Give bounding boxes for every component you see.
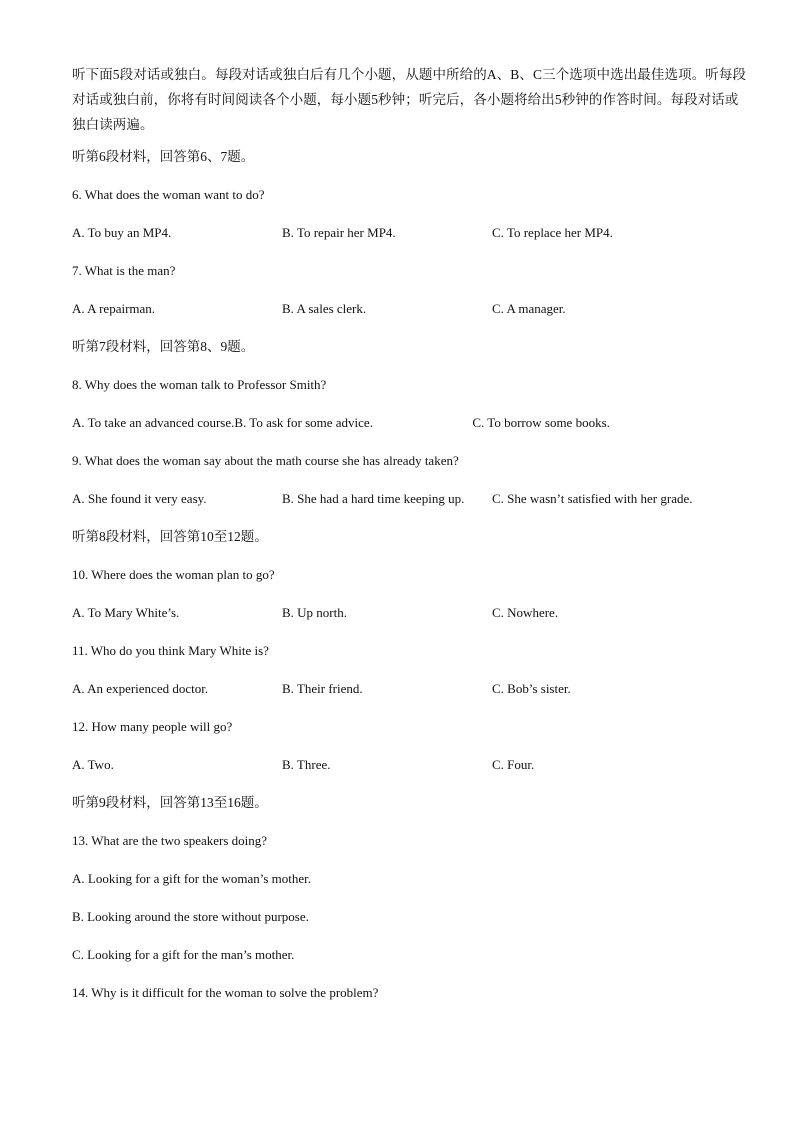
option-c: C. Four.: [492, 757, 535, 772]
option-c: C. Nowhere.: [492, 605, 559, 620]
option-b: B. To ask for some advice.: [234, 415, 373, 430]
question-6: 6. What does the woman want to do?: [72, 187, 265, 202]
option-c: C. To replace her MP4.: [492, 225, 613, 240]
question-12: 12. How many people will go?: [72, 719, 233, 734]
option-b: B. A sales clerk.: [282, 301, 367, 316]
option-c: C. A manager.: [492, 301, 566, 316]
option-b: B. Looking around the store without purpose.: [72, 909, 309, 924]
question-14: 14. Why is it difficult for the woman to solve the problem?: [72, 985, 379, 1000]
option-b: B. Three.: [282, 757, 331, 772]
option-a: A. To buy an MP4.: [72, 225, 172, 240]
options-row-7: [72, 299, 752, 337]
question-7: 7. What is the man?: [72, 263, 176, 278]
option-c: C. She wasn’t satisfied with her grade.: [492, 491, 693, 506]
option-a: A. Looking for a gift for the woman’s mother.: [72, 871, 312, 886]
options-row-6: [72, 223, 752, 261]
question-13: 13. What are the two speakers doing?: [72, 833, 268, 848]
options-row-9: [72, 489, 752, 527]
instructions-paragraph: 听下面5段对话或独白。每段对话或独白后有几个小题，从题中所给的A、B、C三个选项中选出最佳选项。听每段对话或独白前，你将有时间阅读各个小题，每小题5秒钟；听完后，各小题将给出5秒钟的作答时间。每段对话或独白读两遍。: [72, 67, 747, 132]
exam-page: [72, 62, 752, 1021]
option-a: A. An experienced doctor.: [72, 681, 209, 696]
option-b: B. To repair her MP4.: [282, 225, 396, 240]
question-9: 9. What does the woman say about the math course she has already taken?: [72, 453, 459, 468]
option-b: B. Up north.: [282, 605, 347, 620]
question-11: 11. Who do you think Mary White is?: [72, 643, 269, 658]
section-heading: 听第6段材料，回答第6、7题。: [72, 149, 255, 164]
question-8: 8. Why does the woman talk to Professor Smith?: [72, 377, 327, 392]
option-a: A. She found it very easy.: [72, 491, 207, 506]
option-a: A. To take an advanced course.: [72, 415, 235, 430]
section-heading: 听第8段材料，回答第10至12题。: [72, 529, 268, 544]
section-heading: 听第9段材料，回答第13至16题。: [72, 795, 268, 810]
option-c: C. Bob’s sister.: [492, 681, 571, 696]
options-row-8: [72, 413, 752, 451]
option-c: C. To borrow some books.: [472, 415, 610, 430]
question-10: 10. Where does the woman plan to go?: [72, 567, 275, 582]
options-row-10: [72, 603, 752, 641]
option-b: B. Their friend.: [282, 681, 363, 696]
option-b: B. She had a hard time keeping up.: [282, 491, 465, 506]
options-row-11: [72, 679, 752, 717]
option-a: A. Two.: [72, 757, 114, 772]
option-a: A. To Mary White’s.: [72, 605, 180, 620]
options-row-12: [72, 755, 752, 793]
option-a: A. A repairman.: [72, 301, 156, 316]
section-heading: 听第7段材料，回答第8、9题。: [72, 339, 255, 354]
option-c: C. Looking for a gift for the man’s mother.: [72, 947, 295, 962]
